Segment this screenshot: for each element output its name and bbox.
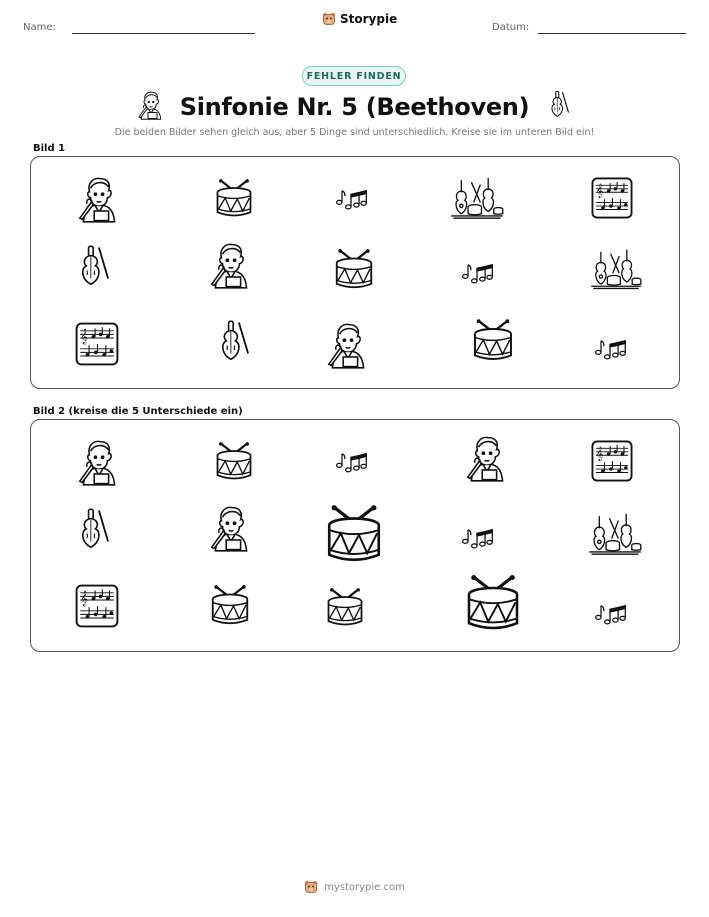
sheet-music-icon xyxy=(589,175,635,221)
composer-title-icon xyxy=(136,90,166,124)
picture1-panel xyxy=(30,156,680,389)
composer-icon[interactable] xyxy=(75,438,123,486)
bear-icon xyxy=(322,12,336,26)
composer-icon xyxy=(75,175,123,223)
music-notes-icon xyxy=(589,329,631,365)
name-field[interactable] xyxy=(72,33,255,34)
orchestra-icon xyxy=(449,175,505,221)
instructions: Die beiden Bilder sehen gleich aus, aber 5 Dinge sind unterschiedlich. Kreise sie im unteren Bild ein! xyxy=(114,127,595,138)
picture1-label: Bild 1 xyxy=(33,143,66,154)
composer-icon xyxy=(207,241,255,289)
name-label: Name: xyxy=(23,22,56,33)
footer-url: mystorypie.com xyxy=(324,881,405,893)
music-notes-icon[interactable] xyxy=(331,442,371,478)
brand-logo xyxy=(322,12,397,26)
sheet-music-icon[interactable] xyxy=(73,582,121,630)
date-label: Datum: xyxy=(492,22,530,33)
drum-icon[interactable] xyxy=(321,502,387,568)
drum-icon xyxy=(212,177,256,221)
task-type-badge: FEHLER FINDEN xyxy=(302,66,406,86)
drum-icon xyxy=(469,317,517,365)
drum-icon xyxy=(331,247,377,293)
music-notes-icon[interactable] xyxy=(456,518,498,554)
picture2-panel[interactable] xyxy=(30,419,680,652)
music-notes-icon[interactable] xyxy=(589,594,631,630)
picture2-label: Bild 2 (kreise die 5 Unterschiede ein) xyxy=(33,406,243,417)
orchestra-icon xyxy=(589,243,643,295)
sheet-music-icon[interactable] xyxy=(589,438,635,484)
drum-icon[interactable] xyxy=(212,440,256,484)
bear-icon xyxy=(304,880,318,894)
music-notes-icon xyxy=(456,253,498,289)
drum-icon[interactable] xyxy=(207,583,253,629)
violin-icon xyxy=(69,242,115,292)
music-notes-icon xyxy=(331,179,371,215)
composer-icon[interactable] xyxy=(207,504,255,552)
page-title: Sinfonie Nr. 5 (Beethoven) xyxy=(179,93,530,121)
sheet-music-icon xyxy=(73,320,121,368)
footer xyxy=(0,880,709,894)
brand-name: Storypie xyxy=(340,12,398,26)
violin-icon xyxy=(209,317,255,367)
drum-icon[interactable] xyxy=(323,586,367,630)
violin-title-icon xyxy=(543,90,573,124)
composer-icon[interactable] xyxy=(463,434,511,482)
date-field[interactable] xyxy=(538,33,686,34)
orchestra-icon[interactable] xyxy=(587,508,643,560)
composer-icon xyxy=(324,319,372,371)
violin-icon[interactable] xyxy=(69,505,115,555)
drum-icon[interactable] xyxy=(461,572,525,636)
